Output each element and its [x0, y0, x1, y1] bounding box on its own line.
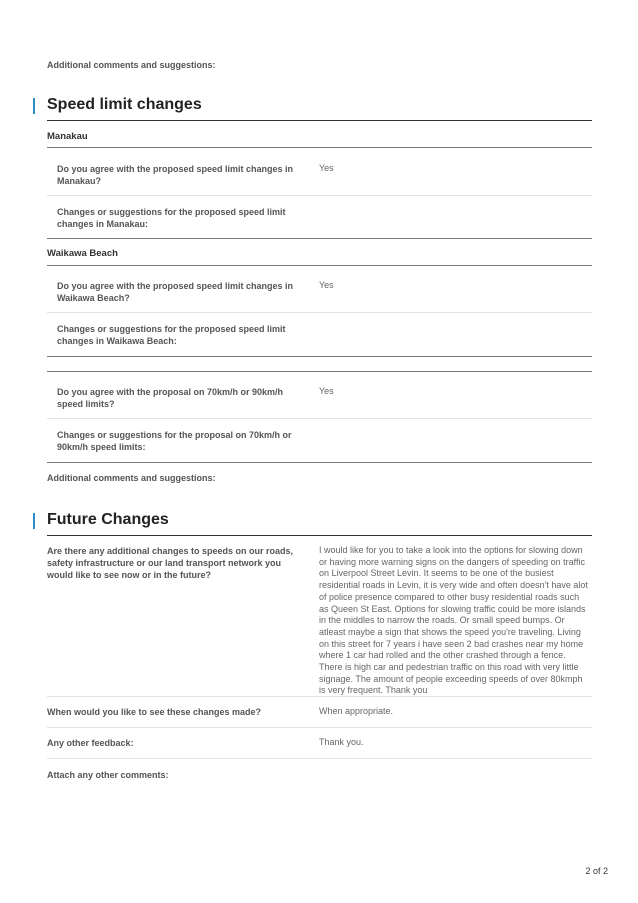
- row-divider: [47, 195, 592, 196]
- speed70-90-agree-question: Do you agree with the proposal on 70km/h or 90km/h speed limits?: [57, 387, 284, 409]
- row-divider: [47, 696, 592, 697]
- future-feedback-answer: Thank you.: [319, 737, 364, 747]
- subsection-divider: [47, 462, 592, 463]
- page-indicator: 2 of 2: [585, 866, 608, 876]
- future-when-question: When would you like to see these changes made?: [47, 707, 262, 717]
- row-divider: [47, 312, 592, 313]
- future-additional-changes-question: Are there any additional changes to speeds on our roads, safety infrastructure or our land transport network you would like to see now or in the future?: [47, 546, 294, 580]
- future-feedback-question: Any other feedback:: [47, 738, 134, 748]
- section-divider: [47, 535, 592, 536]
- section-title-speed-limit: Speed limit changes: [47, 96, 202, 113]
- subsection-divider: [47, 356, 592, 357]
- row-divider: [47, 758, 592, 759]
- manakau-agree-answer: Yes: [319, 163, 334, 173]
- manakau-suggestion-question: Changes or suggestions for the proposed speed limit changes in Manakau:: [57, 207, 286, 229]
- section-accent-bar: [33, 98, 35, 114]
- speed70-90-suggestion-question: Changes or suggestions for the proposal on 70km/h or 90km/h speed limits:: [57, 430, 292, 452]
- row-divider: [47, 418, 592, 419]
- section-title-future-changes: Future Changes: [47, 511, 169, 528]
- additional-comments-label: Additional comments and suggestions:: [47, 473, 216, 483]
- future-additional-changes-answer: I would like for you to take a look into the options for slowing down or having more warning signs on the dangers of speeding on traffic on Liverpool Street Levin. It seems to be one of the busiest residential roads in Levin, it is very wide and often doesn't have alot of police presence compared to other busy residential roads such as Queen St East. Options for slowing traffic could be more islands in the middles to narrow the roads. Or small speed bumps. Or atleast maybe a sign that shows the speed you're traveling. Living on this street for 7 years i have seen 2 bad crashes near my home where 1 car had rolled and the other crashed through a fence. There is high car and pedestrian traffic on this road with very little signage. The amount of people exceeding speeds of over 80kmph is very frequent. Thank you: [319, 545, 588, 696]
- subsection-divider: [47, 238, 592, 239]
- manakau-agree-question: Do you agree with the proposed speed limit changes in Manakau?: [57, 164, 294, 186]
- future-when-answer: When appropriate.: [319, 706, 394, 716]
- additional-comments-label-top: Additional comments and suggestions:: [47, 60, 216, 70]
- section-divider: [47, 120, 592, 121]
- waikawa-agree-answer: Yes: [319, 280, 334, 290]
- waikawa-suggestion-question: Changes or suggestions for the proposed speed limit changes in Waikawa Beach:: [57, 324, 286, 346]
- future-attach-question: Attach any other comments:: [47, 770, 169, 780]
- speed70-90-agree-answer: Yes: [319, 386, 334, 396]
- subsection-divider: [47, 265, 592, 266]
- section-accent-bar: [33, 513, 35, 529]
- row-divider: [47, 727, 592, 728]
- subsection-divider: [47, 147, 592, 148]
- subsection-divider: [47, 371, 592, 372]
- manakau-heading: Manakau: [47, 131, 88, 142]
- waikawa-heading: Waikawa Beach: [47, 248, 118, 259]
- waikawa-agree-question: Do you agree with the proposed speed limit changes in Waikawa Beach?: [57, 281, 294, 303]
